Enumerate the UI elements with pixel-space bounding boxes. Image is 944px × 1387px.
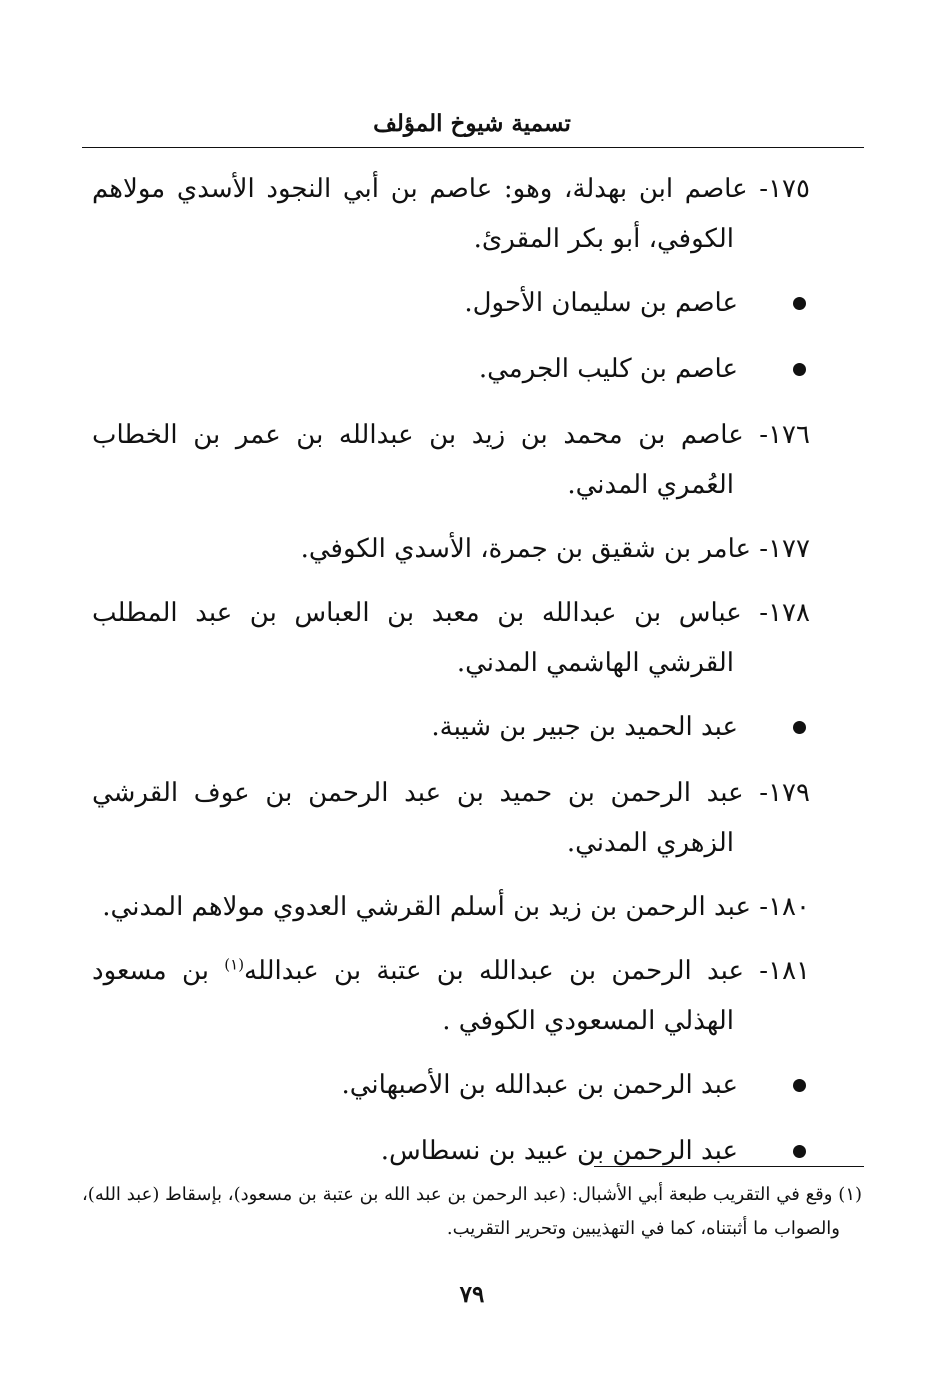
entry-number: ١٧٧- (751, 534, 810, 564)
entry-number: ١٧٨- (741, 598, 810, 628)
entry-178 (92, 588, 810, 688)
footnote-marker: (١) (832, 1184, 863, 1205)
entry-number: ١٧٩- (743, 778, 810, 808)
entry-text-continued: بن مسعود الهذلي المسعودي الكوفي . (92, 956, 734, 1036)
bullet-item (92, 1126, 810, 1176)
bullet-text: عاصم بن كليب الجرمي. (478, 354, 738, 384)
bullet-item (92, 278, 810, 328)
bullet-text: عبد الرحمن بن عبيد بن نسطاس. (380, 1136, 738, 1166)
bullet-item (92, 344, 810, 394)
entry-179 (92, 768, 810, 868)
entry-180 (92, 882, 810, 932)
entry-176 (92, 410, 810, 510)
entry-text: عباس بن عبدالله بن معبد بن العباس بن عبد المطلب القرشي الهاشمي المدني. (92, 598, 742, 678)
bullet-dot-icon (793, 363, 806, 376)
footnote-reference: (١) (224, 955, 245, 974)
entry-number: ١٨٠- (751, 892, 810, 922)
entry-text: عبد الرحمن بن حميد بن عبد الرحمن بن عوف القرشي الزهري المدني. (92, 778, 744, 858)
entry-number: ١٧٥- (747, 174, 810, 204)
bullet-dot-icon (793, 1079, 806, 1092)
bullet-item (92, 702, 810, 752)
bullet-text: عبد الحميد بن جبير بن شيبة. (431, 712, 738, 742)
running-header-title: تسمية شيوخ المؤلف (373, 110, 571, 137)
entry-number: ١٨١- (744, 956, 811, 986)
page-body (92, 164, 810, 1192)
bullet-text: عاصم بن سليمان الأحول. (464, 288, 738, 318)
bullet-dot-icon (793, 721, 806, 734)
bullet-dot-icon (793, 297, 806, 310)
entry-175 (92, 164, 810, 264)
page-number: ٧٩ (459, 1281, 485, 1308)
entry-text: عاصم ابن بهدلة، وهو: عاصم بن أبي النجود الأسدي مولاهم الكوفي، أبو بكر المقرئ. (92, 174, 748, 254)
entry-text: عاصم بن محمد بن زيد بن عبدالله بن عمر بن الخطاب العُمري المدني. (92, 420, 744, 500)
entry-number: ١٧٦- (743, 420, 810, 450)
bullet-item (92, 1060, 810, 1110)
entry-177 (92, 524, 810, 574)
entry-text: عبد الرحمن بن عبدالله بن عتبة بن عبدالله (244, 956, 745, 986)
bullet-dot-icon (793, 1145, 806, 1158)
entry-181 (92, 946, 810, 1046)
bullet-text: عبد الرحمن بن عبدالله بن الأصبهاني. (341, 1070, 738, 1100)
entry-text: عبد الرحمن بن زيد بن أسلم القرشي العدوي مولاهم المدني. (102, 892, 752, 922)
footnote (82, 1178, 862, 1246)
header-rule (82, 147, 864, 148)
footnote-text: وقع في التقريب طبعة أبي الأشبال: (عبد الرحمن بن عبد الله بن عتبة بن مسعود)، بإسقاط (عبد الله)، والصواب ما أثبتناه، كما في التهذيبين وتحرير التقريب. (82, 1184, 840, 1239)
footnote-rule (594, 1166, 864, 1167)
entry-text: عامر بن شقيق بن جمرة، الأسدي الكوفي. (300, 534, 752, 564)
